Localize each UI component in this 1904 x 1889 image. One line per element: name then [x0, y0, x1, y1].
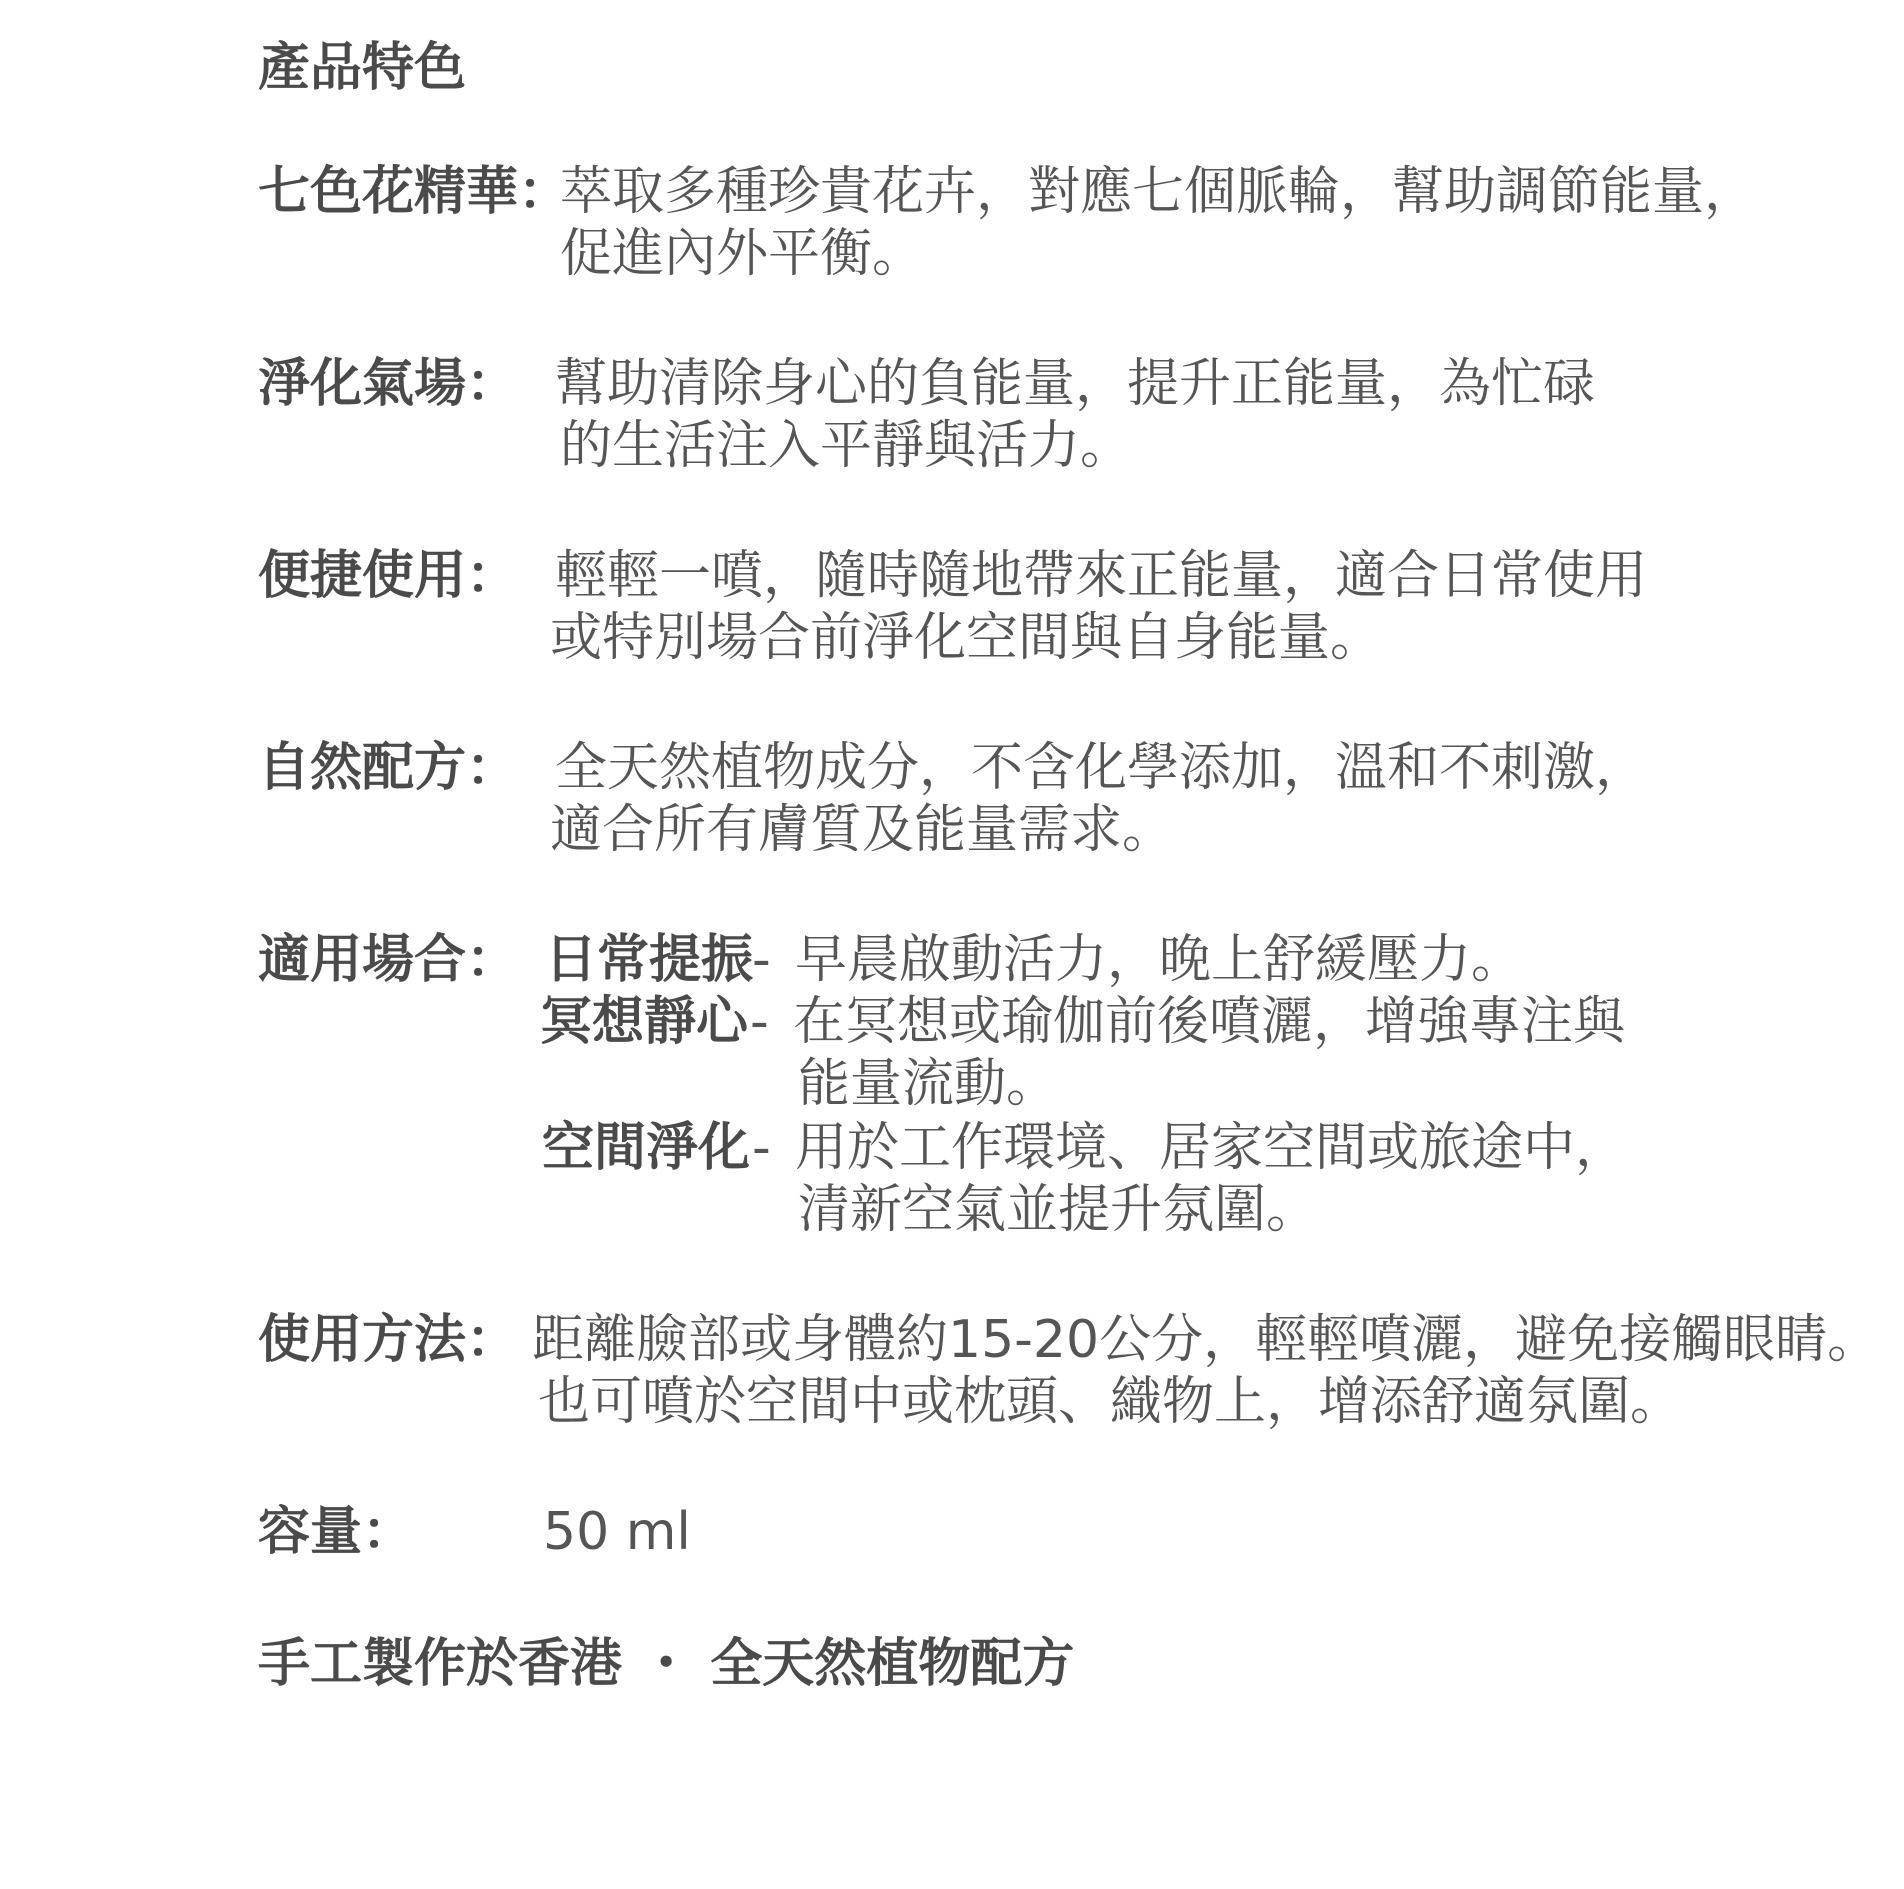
usage-text-line: 距離臉部或身體約15-20公分，輕輕噴灑，避免接觸眼睛。	[532, 1310, 1880, 1370]
usage-label: 使用方法：	[258, 1310, 519, 1370]
feature-text-line: 的生活注入平靜與活力。	[560, 416, 1133, 476]
feature-text-line: 萃取多種珍貴花卉，對應七個脈輪，幫助調節能量，	[560, 162, 1757, 222]
feature-text-line: 輕輕一噴，隨時隨地帶來正能量，適合日常使用	[555, 546, 1648, 606]
feature-label: 七色花精華：	[258, 162, 571, 222]
occasion-name: 日常提振	[545, 930, 754, 990]
occasions-label: 適用場合：	[258, 930, 519, 990]
feature-text-line: 促進內外平衡。	[560, 224, 925, 284]
capacity-value: 50 ml	[543, 1502, 691, 1562]
occasion-separator: -	[750, 992, 769, 1052]
feature-label: 自然配方：	[258, 738, 519, 798]
feature-text-line: 或特別場合前淨化空間與自身能量。	[550, 608, 1383, 668]
occasion-separator: -	[752, 1118, 771, 1178]
occasion-name: 空間淨化	[542, 1118, 751, 1178]
occasion-text-line: 用於工作環境、居家空間或旅途中，	[795, 1118, 1628, 1178]
footer-tagline: 手工製作於香港 ・ 全天然植物配方	[258, 1634, 1075, 1694]
occasion-separator: -	[752, 930, 771, 990]
capacity-label: 容量：	[258, 1502, 415, 1562]
section-heading: 產品特色	[258, 38, 467, 98]
occasion-text-line: 早晨啟動活力，晚上舒緩壓力。	[795, 930, 1524, 990]
occasion-name: 冥想靜心	[540, 992, 749, 1052]
usage-text-line: 也可噴於空間中或枕頭、織物上，增添舒適氛圍。	[538, 1372, 1683, 1432]
feature-text-line: 全天然植物成分，不含化學添加，溫和不刺激，	[555, 738, 1648, 798]
occasion-text-line: 能量流動。	[798, 1054, 1059, 1114]
occasion-text-line: 清新空氣並提升氛圍。	[798, 1180, 1319, 1240]
feature-label: 便捷使用：	[258, 546, 519, 606]
feature-text-line: 適合所有膚質及能量需求。	[550, 800, 1175, 860]
feature-label: 淨化氣場：	[258, 354, 519, 414]
occasion-text-line: 在冥想或瑜伽前後噴灑，增強專注與	[793, 992, 1626, 1052]
feature-text-line: 幫助清除身心的負能量，提升正能量，為忙碌	[555, 354, 1596, 414]
